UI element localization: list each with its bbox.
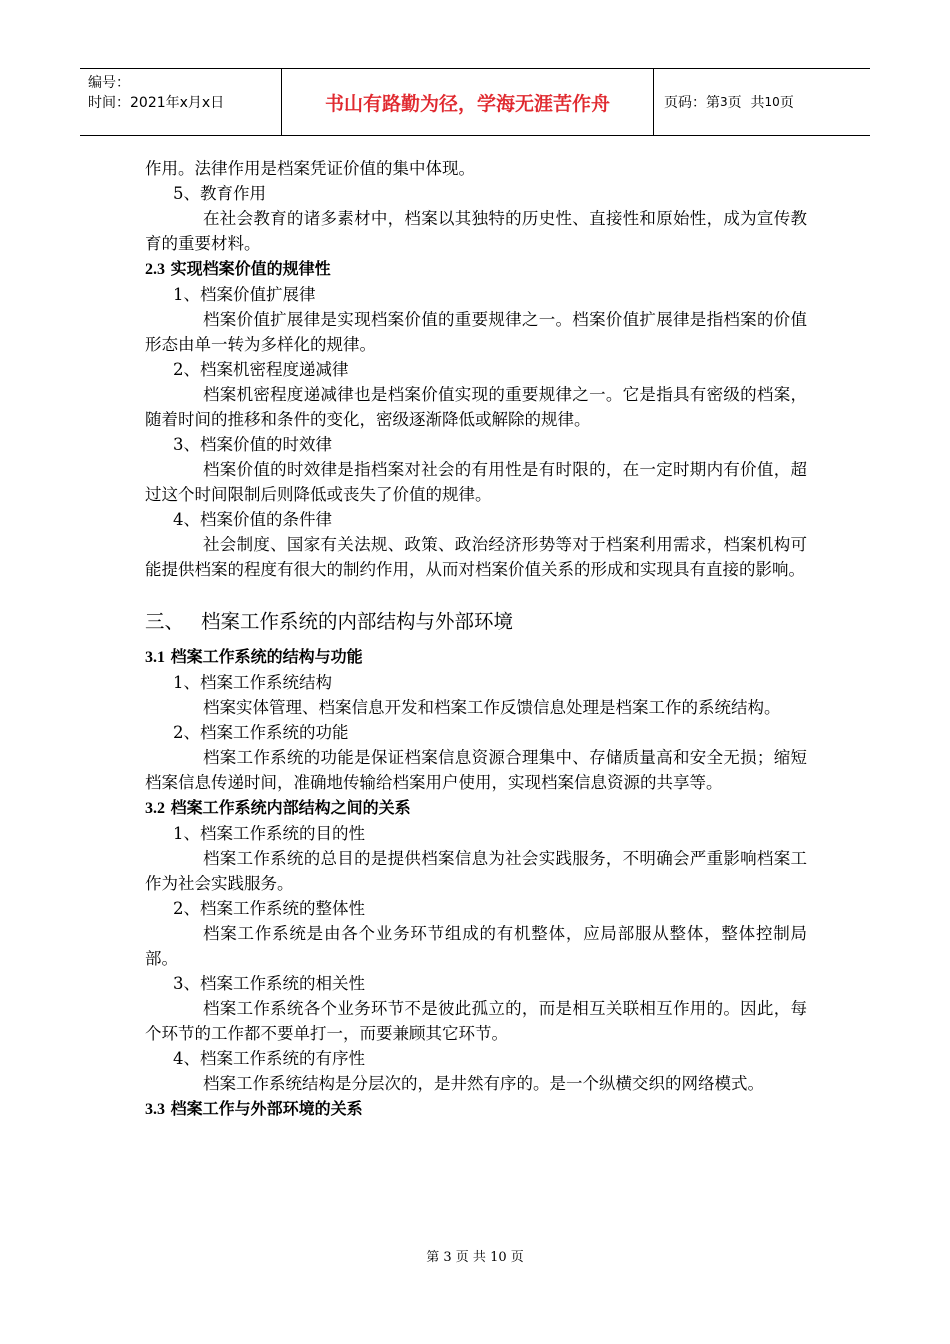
section-heading	[145, 644, 807, 670]
page-prefix: 页码：第	[664, 95, 720, 111]
list-item: 2、档案机密程度递减律	[173, 360, 349, 379]
list-item: 1、档案工作系统结构	[173, 673, 332, 692]
footer-current: 3	[443, 1250, 452, 1265]
section-number: 3.3	[145, 1101, 165, 1118]
list-item: 3、档案价值的时效律	[173, 435, 332, 454]
section-number: 3.2	[145, 800, 165, 817]
page-footer	[0, 1246, 950, 1265]
body-paragraph: 档案工作系统的功能是保证档案信息资源合理集中、存储质量高和安全无损；缩短档案信息传递时间，准确地传输给档案用户使用，实现档案信息资源的共享等。	[145, 748, 807, 792]
body-paragraph: 档案工作系统是由各个业务环节组成的有机整体，应局部服从整体，整体控制局部。	[145, 924, 807, 968]
header-motto: 书山有路勤为径，学海无涯苦作舟	[282, 69, 654, 135]
body-paragraph: 档案价值的时效律是指档案对社会的有用性是有时限的，在一定时期内有价值，超过这个时间限制后则降低或丧失了价值的规律。	[145, 460, 807, 504]
list-item: 3、档案工作系统的相关性	[173, 974, 365, 993]
list-item: 2、档案工作系统的整体性	[173, 899, 365, 918]
document-number-label: 编号：	[88, 75, 130, 91]
document-body	[145, 156, 807, 1122]
body-paragraph: 社会制度、国家有关法规、政策、政治经济形势等对于档案利用需求，档案机构可能提供档案的程度有很大的制约作用，从而对档案价值关系的形成和实现具有直接的影响。	[145, 535, 807, 579]
section-number: 3.1	[145, 649, 165, 666]
section-heading	[145, 256, 807, 282]
section-title: 档案工作系统的结构与功能	[170, 647, 363, 666]
section-title: 档案工作系统内部结构之间的关系	[170, 798, 411, 817]
section-number: 2.3	[145, 261, 165, 278]
list-item: 4、档案工作系统的有序性	[173, 1049, 365, 1068]
body-paragraph: 档案实体管理、档案信息开发和档案工作反馈信息处理是档案工作的系统结构。	[203, 698, 781, 717]
list-item: 4、档案价值的条件律	[173, 510, 332, 529]
body-paragraph: 档案机密程度递减律也是档案价值实现的重要规律之一。它是指具有密级的档案，随着时间的推移和条件的变化，密级逐渐降低或解除的规律。	[145, 385, 807, 429]
document-time-label: 时间：2021年x月x日	[88, 95, 225, 111]
page-mid: 页 共	[727, 95, 765, 111]
footer-total: 10	[490, 1250, 507, 1265]
section-heading	[145, 795, 807, 821]
body-paragraph: 档案工作系统结构是分层次的，是井然有序的。是一个纵横交织的网络模式。	[203, 1074, 764, 1093]
page-suffix: 页	[779, 95, 794, 111]
chapter-heading	[145, 608, 807, 636]
body-paragraph: 档案价值扩展律是实现档案价值的重要规律之一。档案价值扩展律是指档案的价值形态由单一转为多样化的规律。	[145, 310, 807, 354]
chapter-title: 档案工作系统的内部结构与外部环境	[201, 610, 514, 633]
list-item: 2、档案工作系统的功能	[173, 723, 349, 742]
header-page-info	[654, 69, 870, 135]
page-current: 3	[720, 95, 728, 109]
body-paragraph: 作用。法律作用是档案凭证价值的集中体现。	[145, 159, 475, 178]
section-heading	[145, 1096, 807, 1122]
section-title: 实现档案价值的规律性	[170, 259, 331, 278]
section-title: 档案工作与外部环境的关系	[170, 1099, 363, 1118]
footer-suffix: 页	[510, 1250, 524, 1265]
list-item: 5、教育作用	[173, 184, 266, 203]
list-item: 1、档案价值扩展律	[173, 285, 316, 304]
header-meta	[80, 69, 282, 135]
list-item: 1、档案工作系统的目的性	[173, 824, 365, 843]
body-paragraph: 在社会教育的诸多素材中，档案以其独特的历史性、直接性和原始性，成为宣传教育的重要材料。	[145, 209, 807, 253]
body-paragraph: 档案工作系统各个业务环节不是彼此孤立的，而是相互关联相互作用的。因此，每个环节的工作都不要单打一，而要兼顾其它环节。	[145, 999, 807, 1043]
footer-mid: 页 共	[455, 1250, 486, 1265]
body-paragraph: 档案工作系统的总目的是提供档案信息为社会实践服务，不明确会严重影响档案工作为社会实践服务。	[145, 849, 807, 893]
footer-prefix: 第	[426, 1250, 440, 1265]
page-total: 10	[764, 95, 780, 109]
page-header	[80, 68, 870, 136]
chapter-number: 三、	[145, 610, 185, 633]
